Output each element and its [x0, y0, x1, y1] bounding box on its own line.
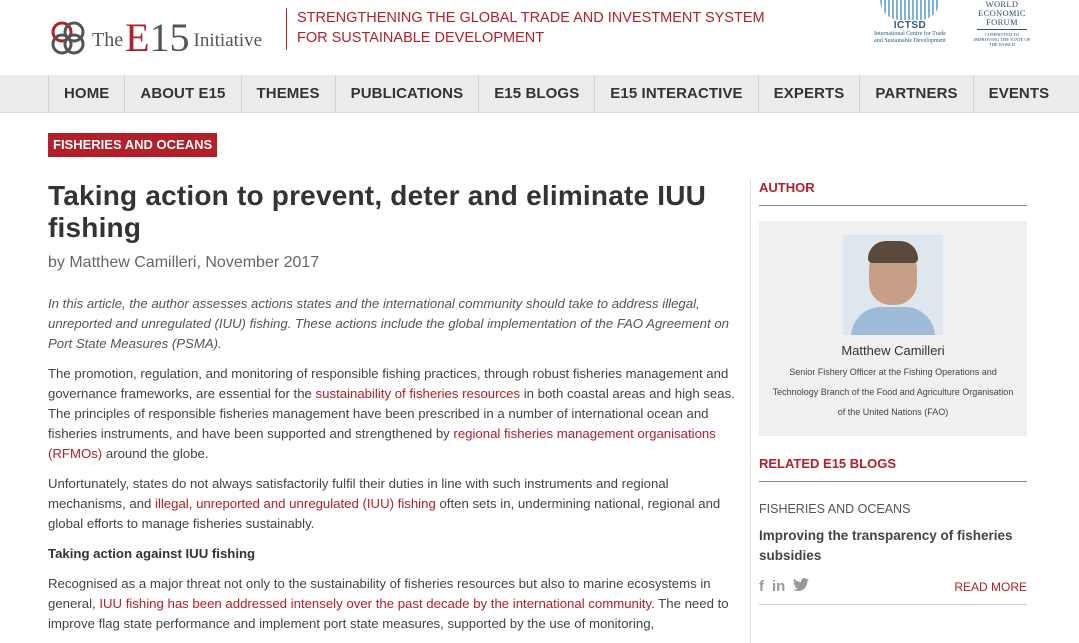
related-blogs: [759, 456, 1027, 605]
logo-e15: [125, 15, 190, 60]
main-nav: [0, 75, 1079, 113]
category-tag[interactable]: FISHERIES AND OCEANS: [48, 133, 217, 157]
link-rfmos[interactable]: regional fisheries management organisations (RFMOs): [48, 426, 716, 461]
ictsd-name: ICTSD: [893, 20, 927, 31]
read-more-link[interactable]: READ MORE: [954, 580, 1027, 594]
wef-name-line-3: FORUM: [986, 17, 1018, 27]
p1-text-c: around the globe.: [102, 446, 209, 461]
wef-name-line-1: WORLD: [985, 0, 1019, 9]
linkedin-icon[interactable]: in: [772, 578, 786, 595]
nav-publications[interactable]: PUBLICATIONS: [335, 75, 479, 113]
nav-themes[interactable]: THEMES: [241, 75, 335, 113]
article: [48, 180, 740, 634]
photo-shirt: [851, 307, 935, 335]
wef-logo[interactable]: [972, 0, 1032, 56]
nav-home[interactable]: HOME: [48, 75, 124, 113]
related-footer: [759, 578, 1027, 605]
author-role: Senior Fishery Officer at the Fishing Operations and Technology Branch of the Food and Agriculture Organisation of the United Nations (FAO): [772, 367, 1014, 417]
related-heading: RELATED E15 BLOGS: [759, 456, 1027, 482]
author-heading: AUTHOR: [759, 180, 1027, 206]
wef-subtitle: COMMITTED TO IMPROVING THE STATE OF THE WORLD: [973, 32, 1031, 47]
link-iuu-addressed[interactable]: IUU fishing has been addressed intensely over the past decade by the international community: [99, 596, 652, 611]
p3-text-a: Recognised as a major threat not only to the sustainability of fisheries resources but also to marine ecosystems in general,: [48, 576, 711, 611]
wef-name-line-2: ECONOMIC: [978, 8, 1026, 18]
ictsd-subtitle: International Centre for Trade and Sustainable Development: [874, 31, 946, 44]
p1-text-a: The promotion, regulation, and monitoring of responsible fishing practices, through robust fisheries management and governance frameworks, are essential for the: [48, 366, 729, 401]
p1-text-b: in both coastal areas and high seas. The principles of responsible fisheries management have been prescribed in a number of international ocean and fisheries instruments, and have been supported and strengthened by: [48, 386, 735, 441]
sidebar: [759, 180, 1027, 605]
nav-e15-blogs[interactable]: E15 BLOGS: [478, 75, 594, 113]
article-lead: In this article, the author assesses actions states and the international community should take to address illegal, unreported and unregulated (IUU) fishing. These actions include the global implementation of the FAO Agreement on Port State Measures (PSMA).: [48, 296, 730, 351]
article-byline: by Matthew Camilleri, November 2017: [48, 254, 320, 271]
nav-partners[interactable]: PARTNERS: [859, 75, 972, 113]
column-divider: [750, 180, 751, 643]
photo-hair: [868, 241, 918, 263]
tagline-line-2: FOR SUSTAINABLE DEVELOPMENT: [297, 30, 545, 46]
author-card: [759, 221, 1027, 436]
tagline: [286, 8, 765, 50]
article-paragraph-3: [48, 574, 740, 634]
link-sustainability[interactable]: sustainability of fisheries resources: [315, 386, 521, 401]
author-name[interactable]: Matthew Camilleri: [841, 343, 945, 358]
nav-experts[interactable]: EXPERTS: [758, 75, 860, 113]
logo-15-number: 15: [149, 15, 190, 60]
article-title: Taking action to prevent, deter and eliminate IUU fishing: [48, 180, 707, 243]
logo-initiative: Initiative: [193, 30, 263, 51]
ictsd-logo[interactable]: [872, 0, 948, 56]
article-paragraph-1: [48, 364, 740, 464]
nav-e15-interactive[interactable]: E15 INTERACTIVE: [594, 75, 757, 113]
p3-text-b: . The need to improve flag state performance and implement port state measures, supported by the use of monitoring,: [48, 596, 729, 631]
e15-logo[interactable]: [48, 8, 262, 58]
facebook-icon[interactable]: f: [759, 578, 764, 595]
p2-text-b: often sets in, undermining national, regional and global efforts to manage fisheries sustainably.: [48, 496, 721, 531]
tagline-line-1: STRENGTHENING THE GLOBAL TRADE AND INVESTMENT SYSTEM: [297, 10, 765, 26]
article-subheading: Taking action against IUU fishing: [48, 546, 256, 561]
p2-text-a: Unfortunately, states do not always satisfactorily fulfil their duties in line with such instruments and regional mechanisms, and: [48, 476, 669, 511]
related-title[interactable]: Improving the transparency of fisheries subsidies: [759, 528, 1013, 563]
twitter-icon[interactable]: [793, 578, 809, 596]
nav-about-e15[interactable]: ABOUT E15: [124, 75, 240, 113]
link-iuu-fishing[interactable]: illegal, unreported and unregulated (IUU) fishing: [155, 496, 436, 511]
related-category[interactable]: FISHERIES AND OCEANS: [759, 502, 911, 516]
ictsd-globe-icon: [880, 0, 940, 20]
social-icons: [759, 578, 809, 596]
author-photo[interactable]: [843, 235, 943, 335]
e15-emblem-icon: [48, 18, 88, 58]
site-header: [0, 0, 1079, 75]
nav-events[interactable]: EVENTS: [973, 75, 1065, 113]
article-paragraph-2: [48, 474, 740, 534]
wef-divider: [977, 29, 1027, 30]
logo-e-letter: E: [125, 15, 150, 60]
logo-the: The: [92, 29, 124, 51]
